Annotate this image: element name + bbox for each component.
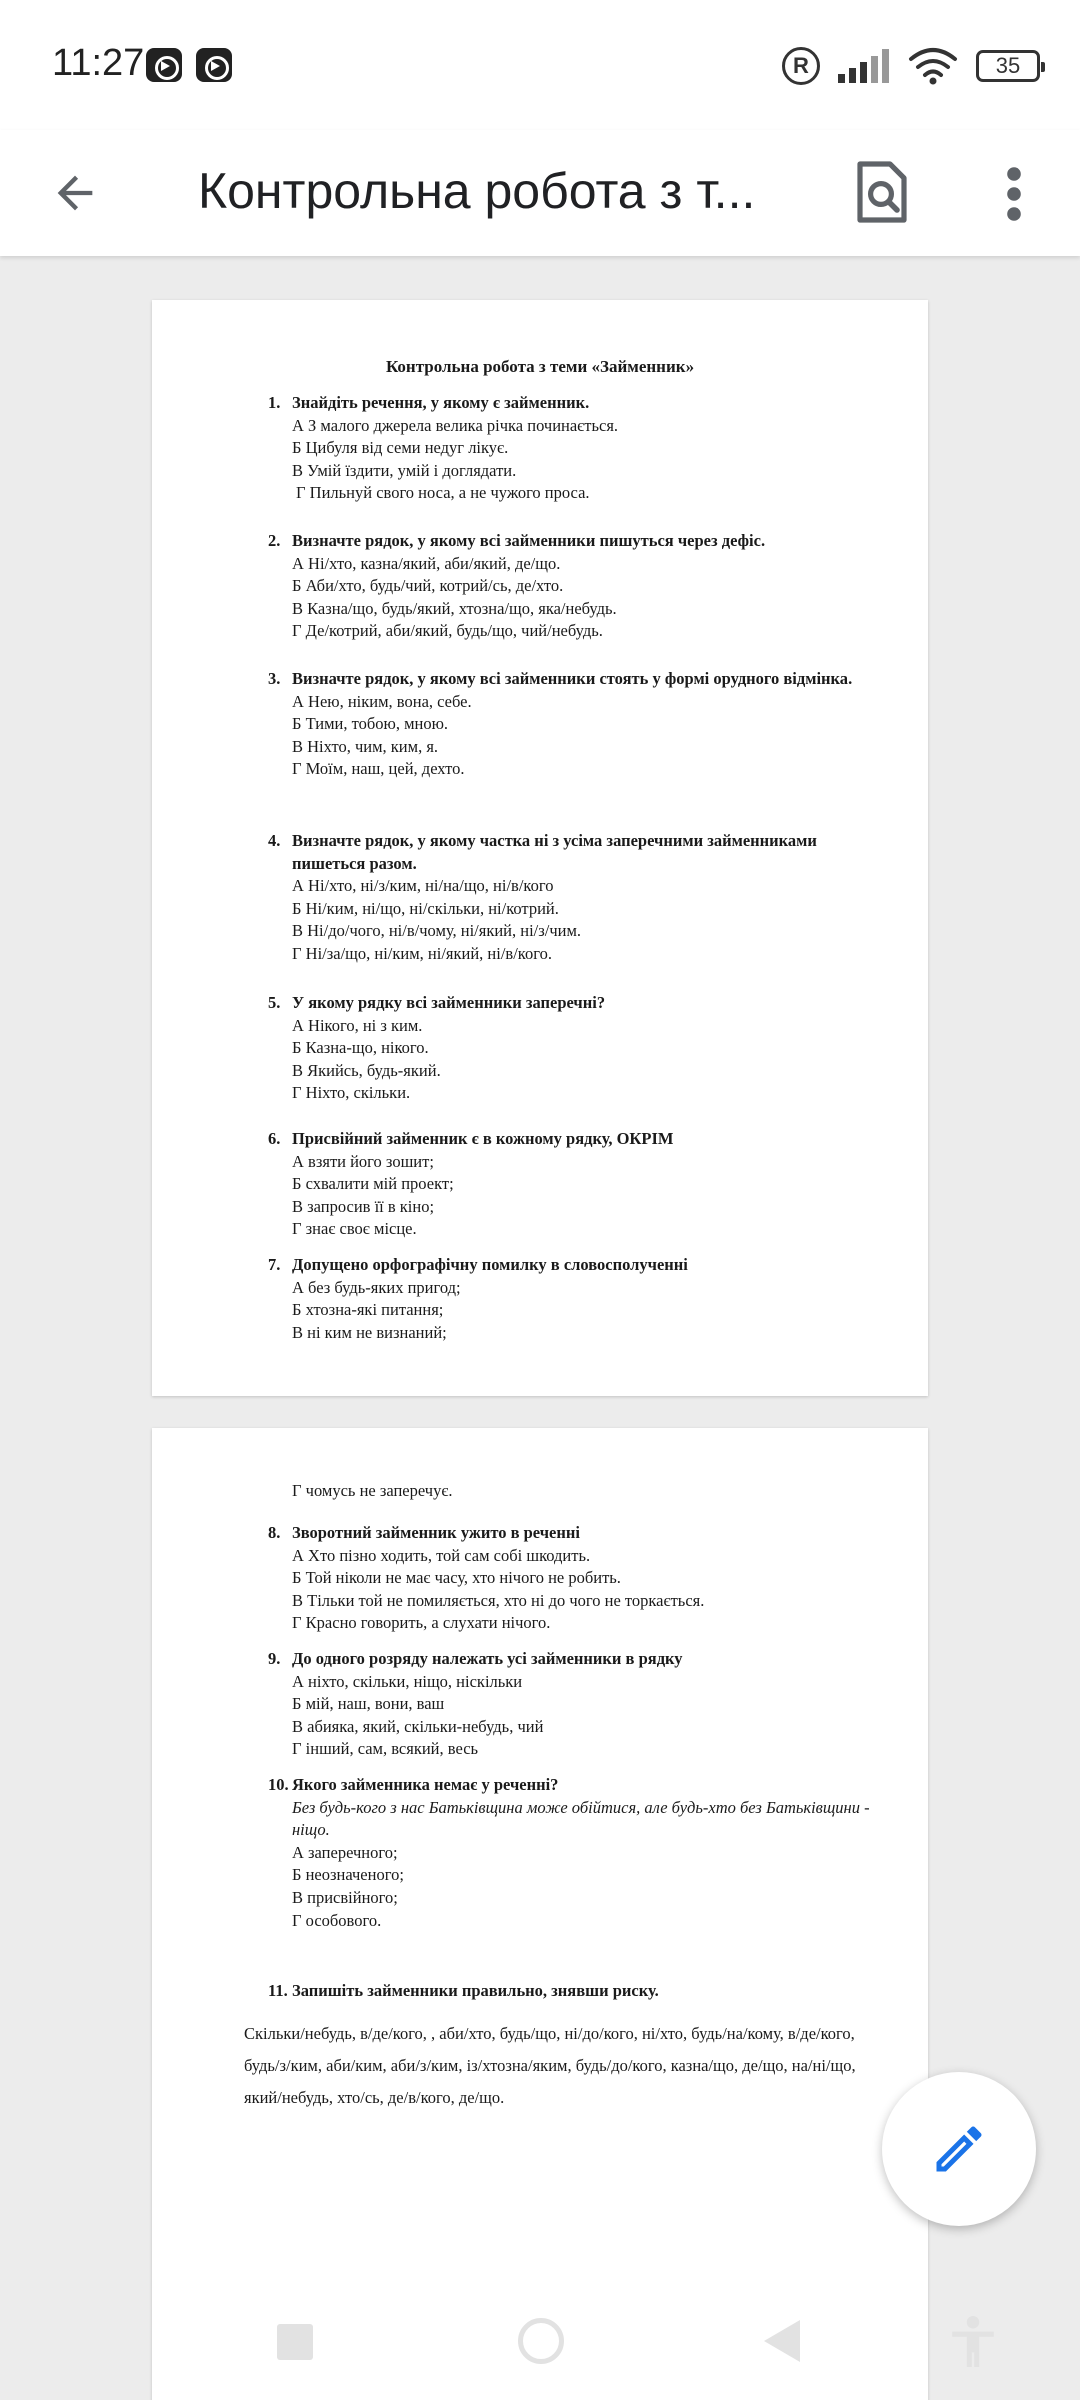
question-3: 3. Визначте рядок, у якому всі займенники стоять у формі орудного відмінка. А Нею, ніким, вона, себе. Б Тими, тобою, мною. В Ніхто, чим, ким, я. Г Моїм, наш, цей, дехто. xyxy=(268,668,888,781)
answer-option: Б схвалити мій проект; xyxy=(292,1174,454,1194)
question-text: Знайдіть речення, у якому є займенник xyxy=(292,393,586,412)
answer-option: Г Ніхто, скільки. xyxy=(292,1083,411,1103)
answer-option: Г Де/котрий, аби/який, будь/що, чий/небудь. xyxy=(292,621,603,641)
answer-option: В запросив її в кіно; xyxy=(292,1196,435,1216)
answer-option: Б Аби/хто, будь/чий, котрий/сь, де/хто. xyxy=(292,576,564,596)
app-bar xyxy=(0,130,1080,256)
question-number: 11. xyxy=(268,1981,288,2000)
question-5 xyxy=(268,992,888,1105)
document-page-2 xyxy=(152,1428,928,2400)
status-time: 11:27 xyxy=(52,42,145,84)
find-in-page-icon xyxy=(854,160,910,224)
answer-option: А Ні/хто, ні/з/ким, ні/на/що, ні/в/кого xyxy=(292,876,554,896)
answer-option: В присвійного; xyxy=(292,1887,398,1907)
answer-option: Б Ні/ким, ні/що, ні/скільки, ні/котрий. xyxy=(292,898,559,918)
system-icons xyxy=(782,44,1040,88)
question-number: 8. xyxy=(268,1523,281,1542)
answer-option: В абияка, який, скільки-небудь, чий xyxy=(292,1716,544,1736)
battery-level: 35 xyxy=(995,53,1021,78)
answer-option: Б Казна-що, нікого. xyxy=(292,1038,429,1058)
answer-option: Б Цибуля від семи недуг лікує. xyxy=(292,438,509,458)
question-10 xyxy=(268,1774,888,1932)
answer-option: Г Ні/за/що, ні/ким, ні/який, ні/в/кого. xyxy=(292,943,552,963)
edit-button[interactable] xyxy=(882,2072,1036,2226)
recents-square-icon[interactable] xyxy=(277,2324,313,2360)
youtube-icon xyxy=(146,48,182,82)
question-number: 6. xyxy=(268,1129,281,1148)
question-number: 3. xyxy=(268,669,281,688)
signal-icon xyxy=(838,49,890,83)
answer-option: В Якийсь, будь-який. xyxy=(292,1060,441,1080)
answer-option: Б неозначеного; xyxy=(292,1865,404,1885)
answer-option: А Хто пізно ходить, той сам собі шкодить. xyxy=(292,1545,591,1565)
question-9 xyxy=(268,1648,888,1761)
question-text: Якого займенника немає у реченні? xyxy=(292,1775,559,1794)
back-button[interactable] xyxy=(40,158,110,228)
answer-option: Г Моїм, наш, цей, дехто. xyxy=(292,759,465,779)
question-7 xyxy=(268,1254,888,1344)
question-number: 10. xyxy=(268,1775,289,1794)
question-number: 7. xyxy=(268,1255,281,1274)
question-text: Допущено орфографічну помилку в словосполученні xyxy=(292,1255,688,1274)
question-text: До одного розряду належать усі займенники в рядку xyxy=(292,1649,683,1668)
doc-heading: Контрольна робота з теми «Займенник» xyxy=(385,357,695,376)
navigation-bar xyxy=(0,2290,1080,2400)
answer-option: Б мій, наш, вони, ваш xyxy=(292,1694,445,1714)
answer-option: А ніхто, скільки, ніщо, нiскiльки xyxy=(292,1671,523,1691)
wifi-icon xyxy=(908,47,958,85)
answer-option: В Ніхто, чим, ким, я. xyxy=(292,736,439,756)
arrow-back-icon xyxy=(49,167,101,219)
question-text: У якому рядку всі займенники заперечні? xyxy=(292,993,606,1012)
document-title: Контрольна робота з т... xyxy=(198,163,756,219)
answer-option: В Умій їздити, умій і доглядати. xyxy=(292,460,517,480)
answer-option: Г Пильнуй свого носа, а не чужого проса. xyxy=(296,483,590,503)
answer-option: А взяти його зошит; xyxy=(292,1151,434,1171)
question-2: 2. Визначте рядок, у якому всі займенники пишуться через дефіс. А Ні/хто, казна/який, аби/який, де/що. Б Аби/хто, будь/чий, котрий/сь, де/хто. В Казна/що, будь/який, хтозна/що, яка/небудь. Г Де/котрий, аби/який, будь/що, чий/небудь. xyxy=(268,530,888,643)
question-number: 1. xyxy=(268,393,281,412)
answer-option: А Нею, ніким, вона, себе. xyxy=(292,691,472,711)
question-text: Присвійний займенник є в кожному рядку, ОКРІМ xyxy=(292,1129,674,1148)
question-number: 4. xyxy=(268,831,281,850)
question-text: Запишіть займенники правильно, знявши риску. xyxy=(292,1981,659,2000)
question-1: 1. Знайдіть речення, у якому є займенник. А З малого джерела велика річка починається. Б Цибуля від семи недуг лікує. В Умій їздити, умій і доглядати. Г Пильнуй свого носа, а не чужого проса. xyxy=(268,392,888,505)
answer-option: Г інший, сам, всякий, весь xyxy=(292,1739,479,1759)
answer-option: Б Тими, тобою, мною. xyxy=(292,714,449,734)
answer-option: А заперечного; xyxy=(292,1842,398,1862)
answer-option: Г знає своє місце. xyxy=(292,1219,417,1239)
answer-option: А Ні/хто, казна/який, аби/який, де/що. xyxy=(292,553,561,573)
document-page-1 xyxy=(152,300,928,1396)
find-in-page-button[interactable] xyxy=(842,150,922,234)
question-8 xyxy=(268,1522,888,1635)
question-text: Визначте рядок, у якому всі займенники пишуться через дефіс xyxy=(292,531,761,550)
question-6 xyxy=(268,1128,888,1241)
answer-option: Г особового. xyxy=(292,1910,382,1930)
exercise-paragraph: Скільки/небудь, в/де/кого, , аби/хто, будь/що, ні/до/кого, ні/хто, будь/на/кому, в/де/кого, будь/з/ким, аби/ким, аби/з/ким, із/хтозна/яким, будь/до/кого, казна/що, де/що, на/ні/що, який/небудь, хто/сь, де/в/кого, де/що. xyxy=(244,2024,856,2107)
question-number: 5. xyxy=(268,993,281,1012)
example-sentence: Без будь-кого з нас Батьківщина може обійтися, але будь-хто без Батьківщини - ніщо. xyxy=(292,1797,870,1840)
more-vert-icon xyxy=(1004,166,1024,222)
answer-option: А З малого джерела велика річка починається. xyxy=(292,415,619,435)
answer-option: Б хтозна-які питання; xyxy=(292,1300,444,1320)
registered-icon: R xyxy=(782,47,820,85)
battery-icon xyxy=(976,50,1040,82)
answer-option: А Нікого, ні з ким. xyxy=(292,1015,423,1035)
answer-option: В Казна/що, будь/який, хтозна/що, яка/небудь. xyxy=(292,598,617,618)
answer-option: Г чомусь не заперечує. xyxy=(292,1481,453,1500)
answer-option: В Ні/до/чого, ні/в/чому, ні/який, ні/з/чим. xyxy=(292,921,582,941)
question-4: 4. Визначте рядок, у якому частка ні з усіма заперечними займенниками пишеться разом. А Ні/хто, ні/з/ким, ні/на/що, ні/в/кого Б Ні/ким, ні/що, ні/скільки, ні/котрий. В Ні/до/чого, ні/в/чому, ні/який, ні/з/чим. Г Ні/за/що, ні/ким, ні/який, ні/в/кого. xyxy=(268,830,888,966)
question-number: 9. xyxy=(268,1649,281,1668)
answer-option: А без будь-яких пригод; xyxy=(292,1277,461,1297)
status-bar xyxy=(0,0,1080,130)
youtube-icon xyxy=(196,48,232,82)
question-number: 2. xyxy=(268,531,281,550)
back-triangle-icon[interactable] xyxy=(764,2320,800,2362)
edit-pencil-icon xyxy=(929,2119,989,2179)
accessibility-icon[interactable] xyxy=(948,2314,998,2370)
question-text: Зворотний займенник ужито в реченні xyxy=(292,1523,580,1542)
question-7-continued xyxy=(268,1480,888,1503)
question-11 xyxy=(268,1980,659,2003)
more-options-button[interactable] xyxy=(982,154,1046,234)
answer-option: Б Той ніколи не має часу, хто нічого не робить. xyxy=(292,1568,621,1588)
question-text: Визначте рядок, у якому частка ні з усіма заперечними займенниками пишеться разом xyxy=(292,831,817,873)
question-text: Визначте рядок, у якому всі займенники стоять у формі орудного відмінка xyxy=(292,669,849,688)
answer-option: В ні ким не визнаний; xyxy=(292,1322,447,1342)
home-circle-icon[interactable] xyxy=(518,2318,564,2364)
answer-option: В Тільки той не помиляється, хто ні до чого не торкається. xyxy=(292,1590,705,1610)
answer-option: Г Красно говорить, а слухати нічого. xyxy=(292,1613,551,1633)
